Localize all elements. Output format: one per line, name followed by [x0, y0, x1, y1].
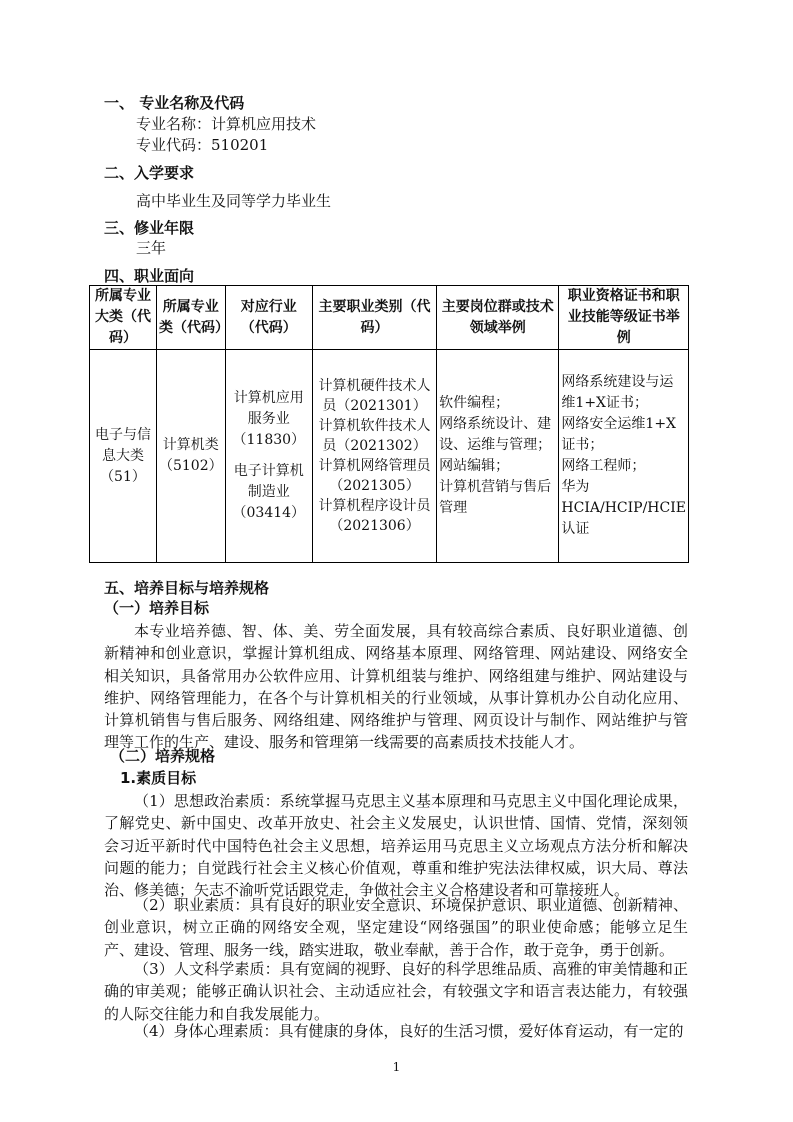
- header-major-category: 所属专业大类（代码）: [90, 286, 157, 350]
- position-item: 网站编辑；: [439, 458, 510, 474]
- quality-goals-heading: 1.素质目标: [120, 769, 197, 787]
- header-certificates: 职业资格证书和职业技能等级证书举例: [559, 286, 689, 350]
- subsection-spec-heading: （二）培养规格: [110, 747, 216, 765]
- quality-item-2: （2）职业素质：具有良好的职业安全意识、环境保护意识、职业道德、创新精神、创业意识，树立正确的网络安全观，坚定建设“网络强国”的职业使命感；能够立足生产、建设、管理、服务一线，踏实进取，敬业奉献，善于合作，敢于竞争，勇于创新。: [104, 896, 688, 959]
- occupation-item: 计算机网络管理员（2021305）: [318, 458, 431, 494]
- position-item: 软件编程；: [439, 395, 510, 411]
- quality-item-3: （3）人文科学素质：具有宽阔的视野、良好的科学思维品质、高雅的审美情趣和正确的审美观；能够正确认识社会、主动适应社会，有较强文字和语言表达能力，有较强的人际交往能力和自我发展能力。: [104, 960, 688, 1023]
- certificate-item: 华为HCIA/HCIP/HCIE认证: [561, 479, 686, 537]
- section-2-heading: 二、入学要求: [104, 164, 195, 182]
- header-positions: 主要岗位群或技术领域举例: [437, 286, 559, 350]
- cell-occupations: [312, 350, 436, 563]
- industry-item: 计算机应用服务业（11830）: [232, 390, 306, 448]
- section-5-heading: 五、培养目标与培养规格: [104, 579, 270, 597]
- industry-item: 电子计算机制造业（03414）: [232, 463, 306, 521]
- certificate-item: 网络安全运维1+X证书；: [561, 416, 677, 453]
- quality-item-4: （4）身体心理素质：具有健康的身体，良好的生活习惯，爱好体育运动，有一定的: [134, 1022, 684, 1040]
- page-number: 1: [392, 1060, 401, 1074]
- section-1-heading: 一、 专业名称及代码: [104, 94, 245, 112]
- occupation-item: 计算机硬件技术人员（2021301）: [318, 378, 431, 414]
- cell-major-category: 电子与信息大类（51）: [90, 350, 157, 563]
- section-4-heading: 四、职业面向: [104, 267, 195, 285]
- quality-item-1: （1）思想政治素质：系统掌握马克思主义基本原理和马克思主义中国化理论成果，了解党史、新中国史、改革开放史、社会主义发展史，认识世情、国情、党情，深刻领会习近平新时代中国特色社会主义思想，培养运用马克思主义立场观点方法分析和解决问题的能力；自觉践行社会主义核心价值观，尊重和维护宪法法律权威，识大局、尊法治、修美德；矢志不渝听党话跟党走，争做社会主义合格建设者和可靠接班人。: [104, 792, 688, 900]
- cell-positions: [437, 350, 559, 563]
- cell-certificates: [559, 350, 689, 563]
- certificate-item: 网络系统建设与运维1+X证书；: [561, 374, 674, 411]
- header-major-class: 所属专业类（代码）: [156, 286, 225, 350]
- cell-industry: [225, 350, 312, 563]
- duration-text: 三年: [136, 239, 167, 257]
- occupation-item: 计算机软件技术人员（2021302）: [318, 418, 431, 454]
- header-industry: 对应行业（代码）: [225, 286, 312, 350]
- occupation-item: 计算机程序设计员（2021306）: [318, 498, 431, 534]
- position-item: 网络系统设计、建设、运维与管理；: [439, 416, 552, 453]
- position-item: 计算机营销与售后管理: [439, 479, 552, 516]
- table-row: [90, 350, 689, 563]
- table-header-row: [90, 286, 689, 350]
- certificate-item: 网络工程师；: [561, 458, 646, 474]
- header-occupation: 主要职业类别（代码）: [312, 286, 436, 350]
- major-code-line: 专业代码：510201: [136, 136, 269, 154]
- cell-major-class: 计算机类（5102）: [156, 350, 225, 563]
- major-name-line: 专业名称：计算机应用技术: [136, 115, 317, 133]
- admission-text: 高中毕业生及同等学力毕业生: [136, 192, 332, 210]
- goal-paragraph: 本专业培养德、智、体、美、劳全面发展，具有较高综合素质、良好职业道德、创新精神和创业意识，掌握计算机组成、网络基本原理、网络管理、网站建设、网络安全相关知识，具备常用办公软件应用、计算机组装与维护、网络组建与维护、网站建设与维护、网络管理能力，在各个与计算机相关的行业领域，从事计算机办公自动化应用、计算机销售与售后服务、网络组建、网络维护与管理、网页设计与制作、网站维护与管理等工作的生产、建设、服务和管理第一线需要的高素质技术技能人才。: [104, 622, 688, 752]
- section-3-heading: 三、修业年限: [104, 219, 195, 237]
- occupation-table: [89, 285, 689, 563]
- subsection-goal-heading: （一）培养目标: [104, 599, 210, 617]
